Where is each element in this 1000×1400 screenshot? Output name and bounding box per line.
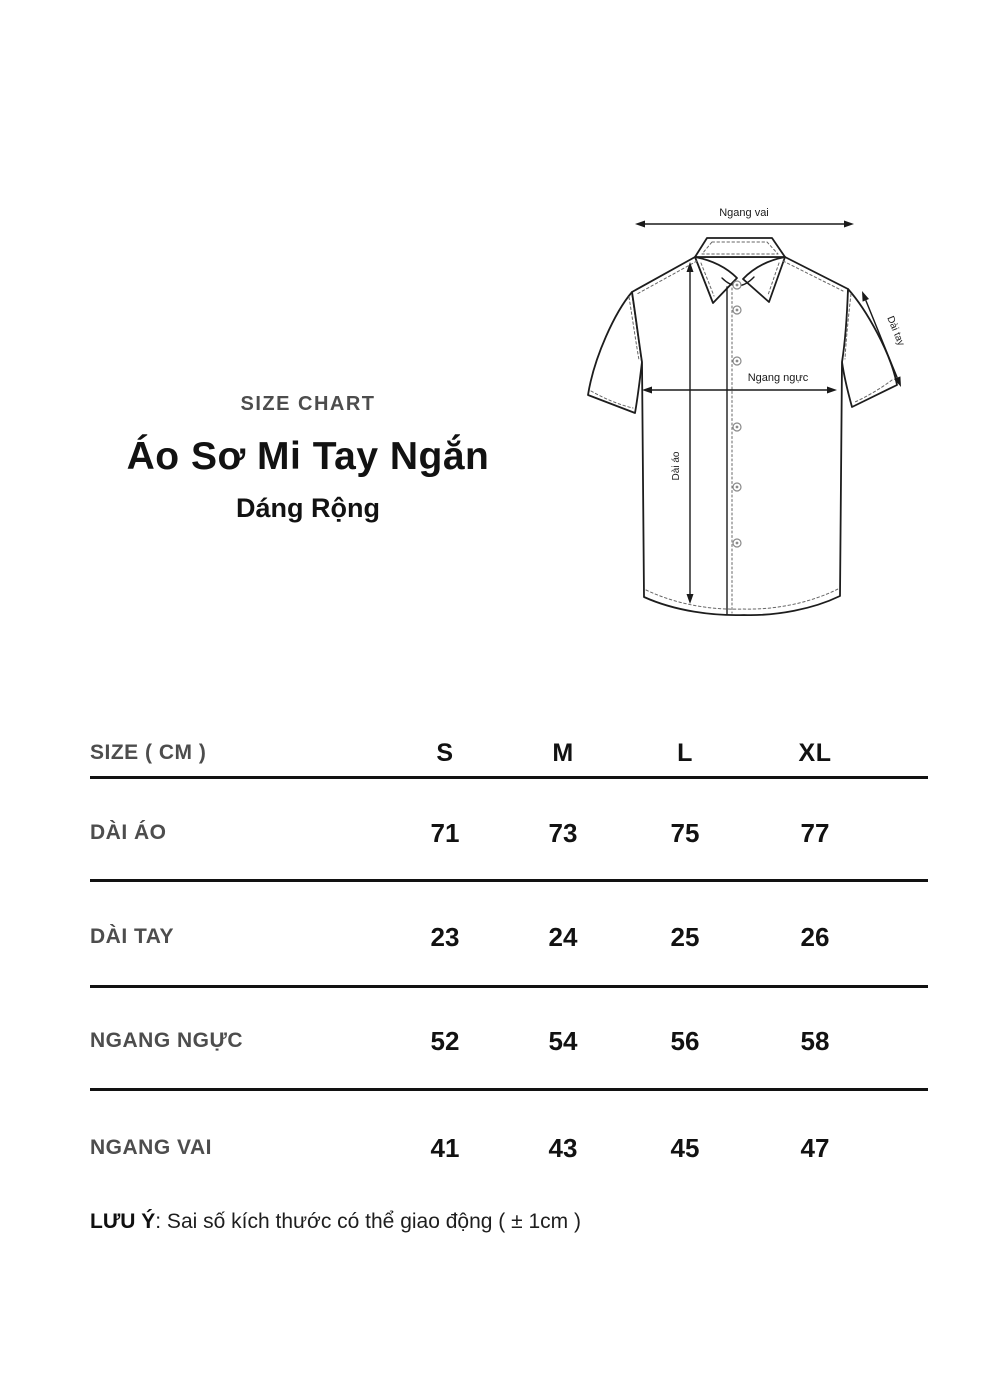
table-row	[90, 815, 928, 851]
cell-value: 56	[670, 1025, 700, 1056]
cell-value: 26	[800, 921, 830, 952]
cell-value: 77	[800, 817, 830, 848]
column-header-xl: XL	[798, 738, 832, 767]
ngang-vai-arrow	[635, 221, 854, 228]
cell-value: 54	[548, 1025, 578, 1056]
cell-value: 73	[548, 817, 578, 848]
note-label: LƯU Ý	[90, 1210, 156, 1233]
table-header-label: SIZE ( CM )	[90, 741, 207, 764]
cell-value: 71	[430, 817, 460, 848]
cell-value: 23	[430, 921, 460, 952]
table-divider	[90, 1088, 928, 1091]
row-label-ngang-nguc: NGANG NGỰC	[90, 1029, 244, 1052]
shirt-diagram	[575, 185, 925, 655]
row-label-dai-tay: DÀI TAY	[90, 925, 175, 948]
table-row	[90, 1023, 928, 1059]
row-label-ngang-vai: NGANG VAI	[90, 1136, 212, 1159]
row-label-dai-ao: DÀI ÁO	[90, 821, 167, 844]
button-icon	[733, 357, 741, 365]
shirt-drawing	[588, 238, 897, 615]
cell-value: 25	[670, 921, 700, 952]
table-row	[90, 919, 928, 955]
note-text: : Sai số kích thước có thể giao động ( ± 1cm )	[155, 1210, 581, 1233]
button-icon	[733, 281, 741, 289]
table-row	[90, 1130, 928, 1166]
fit-subtitle: Dáng Rộng	[236, 493, 380, 523]
cell-value: 52	[430, 1025, 460, 1056]
button-icon	[733, 483, 741, 491]
table-header-row	[90, 735, 928, 771]
table-divider	[90, 776, 928, 779]
table-divider	[90, 879, 928, 882]
cell-value: 41	[430, 1132, 460, 1163]
button-icon	[733, 539, 741, 547]
table-divider	[90, 985, 928, 988]
column-header-l: L	[677, 738, 693, 767]
heading-block	[58, 394, 558, 524]
cell-value: 47	[800, 1132, 830, 1163]
sleeve-length-label: Dài tay	[884, 314, 907, 348]
column-header-m: M	[552, 738, 574, 767]
product-title: Áo Sơ Mi Tay Ngắn	[126, 435, 490, 478]
button-icon	[733, 306, 741, 314]
right-sleeve	[842, 289, 897, 407]
cell-value: 45	[670, 1132, 700, 1163]
cell-value: 75	[670, 817, 700, 848]
cell-value: 43	[548, 1132, 578, 1163]
shoulder-width-label: Ngang vai	[719, 207, 769, 219]
button-icon	[733, 423, 741, 431]
chest-width-label: Ngang ngực	[747, 372, 809, 384]
cell-value: 58	[800, 1025, 830, 1056]
size-chart-eyebrow: SIZE CHART	[240, 393, 376, 415]
tolerance-note	[90, 1208, 581, 1236]
cell-value: 24	[548, 921, 578, 952]
column-header-s: S	[436, 738, 454, 767]
shirt-length-label: Dài áo	[671, 451, 682, 481]
